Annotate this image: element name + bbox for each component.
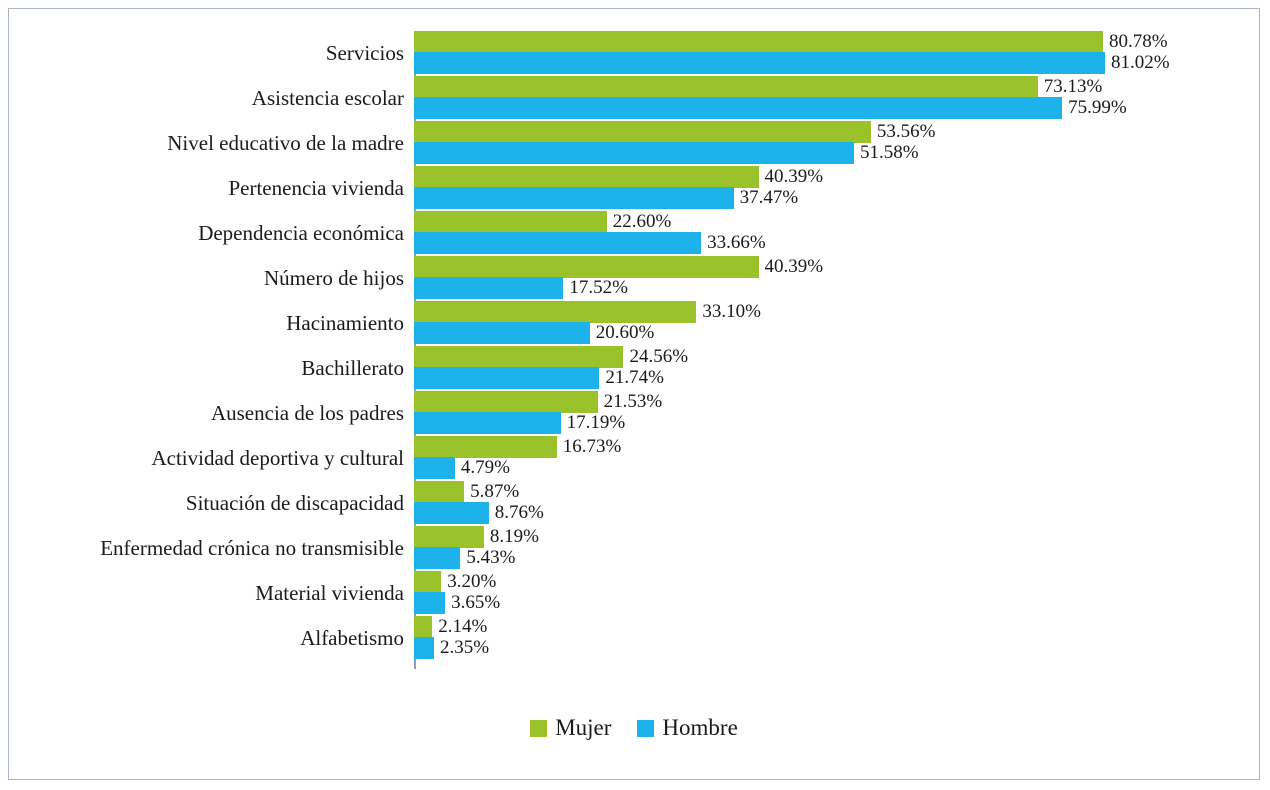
category-label: Servicios bbox=[325, 40, 404, 65]
bar-mujer[interactable] bbox=[414, 526, 484, 548]
category-label: Alfabetismo bbox=[300, 625, 404, 650]
legend-label: Mujer bbox=[555, 715, 612, 740]
category-label: Asistencia escolar bbox=[251, 85, 404, 110]
bar-value-label: 3.20% bbox=[447, 571, 497, 592]
bar-hombre[interactable] bbox=[414, 547, 460, 569]
bar-value-label: 16.73% bbox=[562, 436, 622, 457]
bar-hombre[interactable] bbox=[414, 232, 701, 254]
bar-hombre[interactable] bbox=[414, 502, 489, 524]
category-label: Número de hijos bbox=[264, 265, 404, 290]
bars-group bbox=[414, 346, 1259, 391]
bar-row bbox=[9, 346, 1259, 391]
bar-hombre[interactable] bbox=[414, 187, 734, 209]
legend-label: Hombre bbox=[662, 715, 738, 740]
bar-value-label: 24.56% bbox=[629, 346, 689, 367]
bar-row bbox=[9, 121, 1259, 166]
bar-row bbox=[9, 481, 1259, 526]
bar-row bbox=[9, 76, 1259, 121]
bar-hombre[interactable] bbox=[414, 457, 455, 479]
bar-hombre[interactable] bbox=[414, 97, 1062, 119]
bar-mujer[interactable] bbox=[414, 301, 696, 323]
bar-hombre[interactable] bbox=[414, 322, 590, 344]
bar-value-label: 37.47% bbox=[739, 187, 799, 208]
bar-value-label: 33.66% bbox=[707, 232, 766, 253]
bars-group bbox=[414, 436, 1259, 481]
bar-mujer[interactable] bbox=[414, 76, 1038, 98]
bars-group bbox=[414, 31, 1259, 76]
bar-row bbox=[9, 256, 1259, 301]
bar-value-label: 2.14% bbox=[438, 616, 488, 637]
bars-group bbox=[414, 211, 1259, 256]
bar-mujer[interactable] bbox=[414, 616, 432, 638]
bar-value-label: 17.52% bbox=[569, 277, 628, 298]
bars-group bbox=[414, 301, 1259, 346]
bar-row bbox=[9, 301, 1259, 346]
category-label: Dependencia económica bbox=[198, 220, 404, 245]
bar-value-label: 53.56% bbox=[876, 121, 936, 142]
bars-group bbox=[414, 526, 1259, 571]
legend-swatch-icon bbox=[530, 720, 547, 737]
bar-hombre[interactable] bbox=[414, 367, 599, 389]
bar-value-label: 80.78% bbox=[1109, 31, 1168, 52]
bars-group bbox=[414, 481, 1259, 526]
legend-swatch-icon bbox=[637, 720, 654, 737]
bar-value-label: 17.19% bbox=[566, 412, 626, 433]
bar-hombre[interactable] bbox=[414, 592, 445, 614]
category-label: Bachillerato bbox=[301, 355, 404, 380]
bar-value-label: 73.13% bbox=[1043, 76, 1103, 97]
bar-row bbox=[9, 436, 1259, 481]
bars-group bbox=[414, 121, 1259, 166]
bars-group bbox=[414, 571, 1259, 616]
bar-value-label: 20.60% bbox=[595, 322, 655, 343]
bar-row bbox=[9, 571, 1259, 616]
bar-mujer[interactable] bbox=[414, 256, 759, 278]
bar-value-label: 81.02% bbox=[1111, 52, 1170, 73]
bar-value-label: 5.43% bbox=[466, 547, 516, 568]
chart-legend bbox=[9, 715, 1259, 741]
bar-value-label: 21.74% bbox=[605, 367, 664, 388]
bar-hombre[interactable] bbox=[414, 277, 563, 299]
category-label: Material vivienda bbox=[255, 580, 404, 605]
bar-mujer[interactable] bbox=[414, 346, 623, 368]
bars-group bbox=[414, 391, 1259, 436]
bars-group bbox=[414, 256, 1259, 301]
category-label: Actividad deportiva y cultural bbox=[151, 445, 404, 470]
bar-mujer[interactable] bbox=[414, 436, 557, 458]
bar-mujer[interactable] bbox=[414, 571, 441, 593]
bar-row bbox=[9, 526, 1259, 571]
legend-item-hombre[interactable] bbox=[637, 715, 737, 741]
bar-row bbox=[9, 391, 1259, 436]
bar-value-label: 8.19% bbox=[489, 526, 539, 547]
bar-value-label: 51.58% bbox=[859, 142, 919, 163]
bar-mujer[interactable] bbox=[414, 31, 1103, 53]
bar-value-label: 21.53% bbox=[603, 391, 663, 412]
bar-hombre[interactable] bbox=[414, 412, 561, 434]
bar-value-label: 4.79% bbox=[460, 457, 510, 478]
category-label: Enfermedad crónica no transmisible bbox=[100, 535, 404, 560]
category-label: Nivel educativo de la madre bbox=[167, 130, 404, 155]
legend-item-mujer[interactable] bbox=[530, 715, 611, 741]
bar-row bbox=[9, 166, 1259, 211]
bars-group bbox=[414, 616, 1259, 661]
bar-mujer[interactable] bbox=[414, 166, 759, 188]
bar-mujer[interactable] bbox=[414, 211, 607, 233]
bar-value-label: 33.10% bbox=[702, 301, 761, 322]
category-label: Situación de discapacidad bbox=[185, 490, 404, 515]
plot-area bbox=[9, 9, 1259, 779]
category-label: Hacinamiento bbox=[286, 310, 404, 335]
bar-value-label: 2.35% bbox=[440, 637, 490, 658]
bar-row bbox=[9, 211, 1259, 256]
bar-value-label: 40.39% bbox=[764, 166, 824, 187]
bar-value-label: 5.87% bbox=[470, 481, 520, 502]
bar-mujer[interactable] bbox=[414, 391, 598, 413]
bar-hombre[interactable] bbox=[414, 52, 1105, 74]
bar-row bbox=[9, 616, 1259, 661]
category-label: Ausencia de los padres bbox=[210, 400, 404, 425]
bar-value-label: 8.76% bbox=[494, 502, 544, 523]
bar-value-label: 40.39% bbox=[764, 256, 824, 277]
bars-group bbox=[414, 76, 1259, 121]
bar-mujer[interactable] bbox=[414, 481, 464, 503]
bar-value-label: 22.60% bbox=[612, 211, 672, 232]
bar-row bbox=[9, 31, 1259, 76]
bar-mujer[interactable] bbox=[414, 121, 871, 143]
category-label: Pertenencia vivienda bbox=[228, 175, 404, 200]
chart-frame bbox=[8, 8, 1260, 780]
bar-hombre[interactable] bbox=[414, 637, 434, 659]
bar-value-label: 3.65% bbox=[451, 592, 501, 613]
bar-hombre[interactable] bbox=[414, 142, 854, 164]
bar-value-label: 75.99% bbox=[1068, 97, 1127, 118]
bars-group bbox=[414, 166, 1259, 211]
